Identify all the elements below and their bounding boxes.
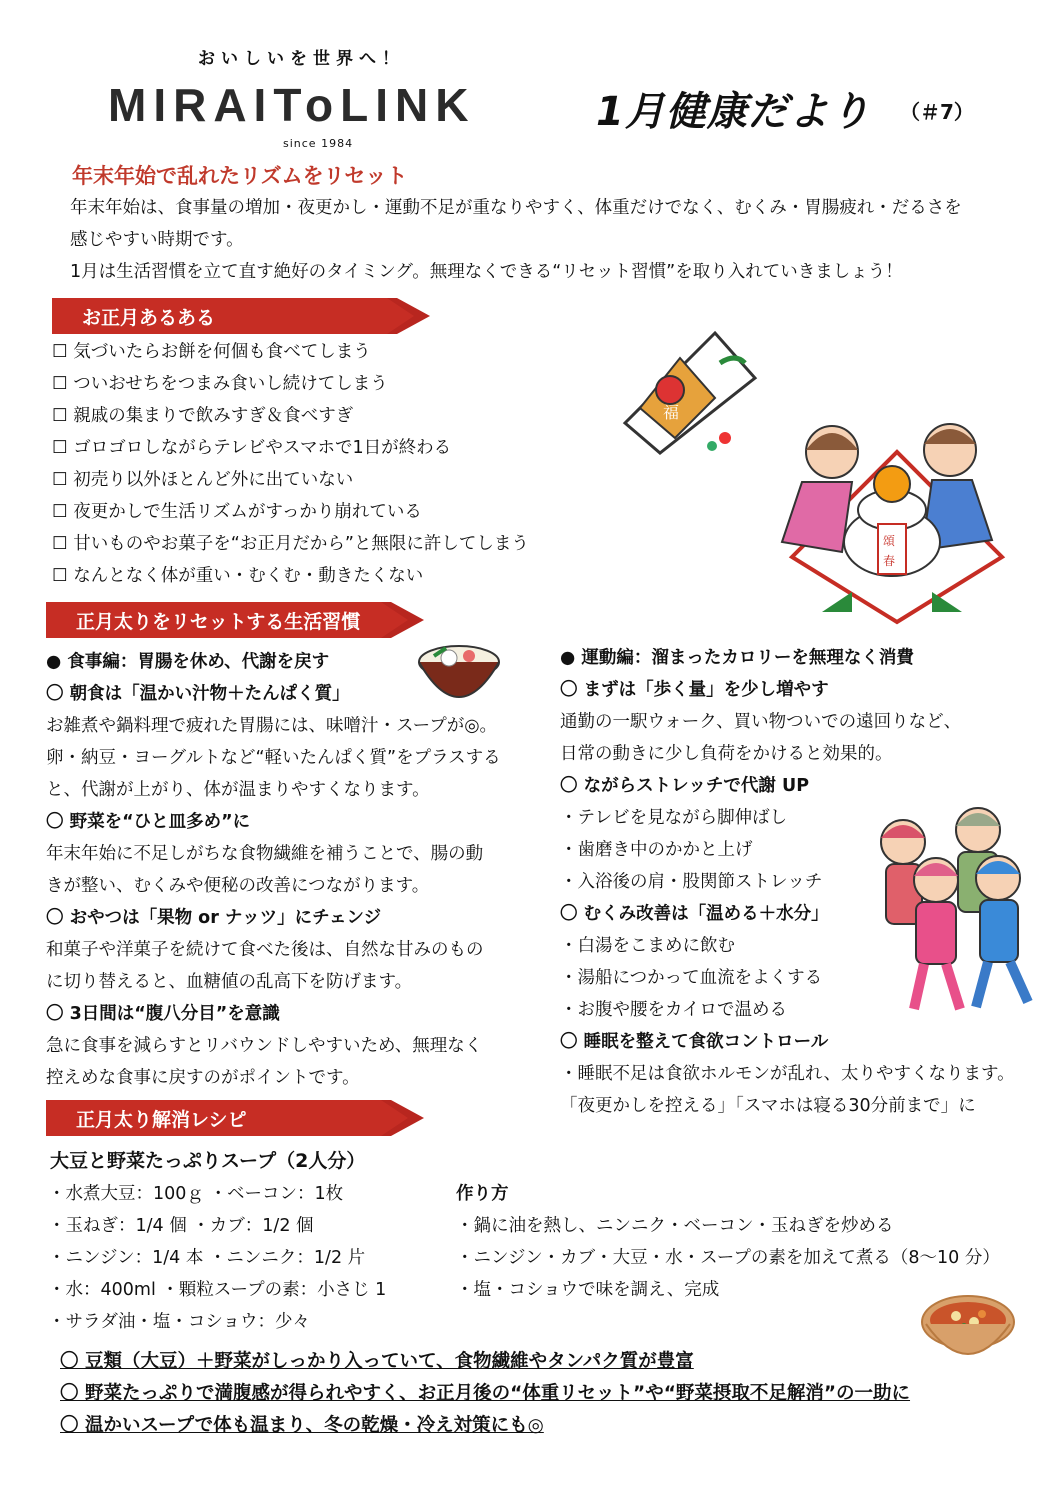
exercise-heading: ● 運動編：溜まったカロリーを無理なく消費 bbox=[560, 648, 914, 668]
exercise-subheading: 〇 むくみ改善は「温める＋水分」 bbox=[560, 904, 829, 924]
diet-column bbox=[46, 646, 501, 1094]
diet-text: 年末年始に不足しがちな食物繊維を補うことで、腸の動 bbox=[46, 844, 484, 864]
intro-heading: 年末年始で乱れたリズムをリセット bbox=[72, 164, 408, 188]
since-text: since 1984 bbox=[283, 137, 354, 150]
steps-title: 作り方 bbox=[456, 1184, 509, 1204]
checklist-item: ☐ 初売り以外ほとんど外に出ていない bbox=[52, 470, 354, 490]
diet-text: きが整い、むくみや便秘の改善につながります。 bbox=[46, 876, 430, 896]
exercise-text: ・白湯をこまめに飲む bbox=[560, 936, 735, 956]
ingredient-line: ・玉ねぎ：1/4 個 ・カブ：1/2 個 bbox=[48, 1216, 314, 1236]
checklist-item: ☐ 夜更かしで生活リズムがすっかり崩れている bbox=[52, 502, 422, 522]
mochi-label-1: 頌 bbox=[883, 534, 896, 548]
benefit-line: 〇 野菜たっぷりで満腹感が得られやすく、お正月後の“体重リセット”や“野菜摂取不足解消”の一助に bbox=[60, 1383, 911, 1404]
recipe-title: 大豆と野菜たっぷりスープ（2人分） bbox=[50, 1150, 366, 1172]
step-line: ・鍋に油を熱し、ニンニク・ベーコン・玉ねぎを炒める bbox=[456, 1216, 894, 1236]
diet-subheading: 〇 朝食は「温かい汁物＋たんぱく質」 bbox=[46, 684, 350, 704]
step-line: ・塩・コショウで味を調え、完成 bbox=[456, 1280, 720, 1300]
checklist-item: ☐ 甘いものやお菓子を“お正月だから”と無限に許してしまう bbox=[52, 534, 529, 554]
section-banner-aruaru bbox=[52, 298, 432, 334]
benefit-line: 〇 豆類（大豆）＋野菜がしっかり入っていて、食物繊維やタンパク質が豊富 bbox=[60, 1351, 694, 1372]
section-title: 正月太りをリセットする生活習慣 bbox=[76, 611, 361, 633]
tagline: おいしいを世界へ！ bbox=[198, 49, 405, 69]
step-line: ・ニンジン・カブ・大豆・水・スープの素を加えて煮る（8～10 分） bbox=[456, 1248, 1000, 1268]
mochi-label-2: 春 bbox=[883, 554, 896, 568]
section-title: お正月あるある bbox=[82, 307, 216, 329]
walking-people-illustration bbox=[858, 800, 1038, 1018]
intro-line: 年末年始は、食事量の増加・夜更かし・運動不足が重なりやすく、体重だけでなく、むくみ・胃腸疲れ・だるさを bbox=[70, 198, 962, 218]
diet-text: と、代謝が上がり、体が温まりやすくなります。 bbox=[46, 780, 430, 800]
benefit-line: 〇 温かいスープで体も温まり、冬の乾燥・冷え対策にも◎ bbox=[60, 1415, 544, 1436]
diet-heading: ● 食事編：胃腸を休め、代謝を戻す bbox=[46, 652, 330, 672]
exercise-text: ・入浴後の肩・股関節ストレッチ bbox=[560, 872, 823, 892]
exercise-text: 日常の動きに少し負荷をかけると効果的。 bbox=[560, 744, 893, 764]
intro-line: 感じやすい時期です。 bbox=[70, 230, 244, 250]
kite-character: 福 bbox=[663, 403, 680, 422]
exercise-text: ・テレビを見ながら脚伸ばし bbox=[560, 808, 788, 828]
diet-text: お雑煮や鍋料理で疲れた胃腸には、味噌汁・スープが◎。 bbox=[46, 716, 498, 736]
section-banner-recipe bbox=[46, 1100, 426, 1136]
ingredient-line: ・ニンジン：1/4 本 ・ニンニク：1/2 片 bbox=[48, 1248, 366, 1268]
diet-text: 和菓子や洋菓子を続けて食べた後は、自然な甘みのもの bbox=[46, 940, 484, 960]
diet-subheading: 〇 野菜を“ひと皿多め”に bbox=[46, 812, 251, 832]
diet-text: 卵・納豆・ヨーグルトなど“軽いたんぱく質”をプラスする bbox=[46, 748, 501, 768]
intro-line: 1月は生活習慣を立て直す絶好のタイミング。無理なくできる“リセット習慣”を取り入れていきましょう！ bbox=[70, 262, 903, 282]
diet-text: 控えめな食事に戻すのがポイントです。 bbox=[46, 1068, 360, 1088]
page-title: 1月健康だより bbox=[596, 89, 871, 135]
exercise-text: ・歯磨き中のかかと上げ bbox=[560, 840, 753, 860]
kite-illustration bbox=[620, 328, 760, 458]
issue-number: （＃7） bbox=[900, 100, 974, 124]
diet-text: 急に食事を減らすとリバウンドしやすいため、無理なく bbox=[46, 1036, 483, 1056]
checklist-item: ☐ 気づいたらお餅を何個も食べてしまう bbox=[52, 342, 371, 362]
checklist-item: ☐ 親戚の集まりで飲みすぎ＆食べすぎ bbox=[52, 406, 354, 426]
diet-text: に切り替えると、血糖値の乱高下を防げます。 bbox=[46, 972, 413, 992]
exercise-text: ・お腹や腰をカイロで温める bbox=[560, 1000, 787, 1020]
exercise-text: ・湯船につかって血流をよくする bbox=[560, 968, 823, 988]
exercise-text: 「夜更かしを控える」「スマホは寝る30分前まで」に bbox=[560, 1096, 976, 1116]
checklist-item: ☐ なんとなく体が重い・むくむ・動きたくない bbox=[52, 566, 424, 586]
benefits-list bbox=[60, 1346, 910, 1442]
section-banner-habits bbox=[46, 602, 426, 638]
exercise-text: 通勤の一駅ウォーク、買い物ついでの遠回りなど、 bbox=[560, 712, 962, 732]
diet-subheading: 〇 おやつは「果物 or ナッツ」にチェンジ bbox=[46, 908, 382, 928]
ingredient-line: ・サラダ油・塩・コショウ：少々 bbox=[48, 1312, 310, 1332]
exercise-subheading: 〇 睡眠を整えて食欲コントロール bbox=[560, 1032, 829, 1052]
ingredients-list bbox=[48, 1178, 386, 1338]
company-logo: MIRAIToLINK bbox=[108, 79, 476, 131]
checklist bbox=[52, 336, 529, 592]
new-year-kids-illustration bbox=[772, 412, 1022, 627]
section-title: 正月太り解消レシピ bbox=[76, 1109, 247, 1131]
ingredient-line: ・水：400ml ・顆粒スープの素：小さじ 1 bbox=[48, 1280, 387, 1300]
exercise-text: ・睡眠不足は食欲ホルモンが乱れ、太りやすくなります。 bbox=[560, 1064, 1015, 1084]
checklist-item: ☐ ゴロゴロしながらテレビやスマホで1日が終わる bbox=[52, 438, 452, 458]
exercise-subheading: 〇 まずは「歩く量」を少し増やす bbox=[560, 680, 829, 700]
checklist-item: ☐ ついおせちをつまみ食いし続けてしまう bbox=[52, 374, 388, 394]
soup-bowl-illustration bbox=[918, 1284, 1018, 1374]
diet-subheading: 〇 3日間は“腹八分目”を意識 bbox=[46, 1004, 280, 1024]
ingredient-line: ・水煮大豆：100ｇ ・ベーコン：1枚 bbox=[48, 1184, 344, 1204]
exercise-subheading: 〇 ながらストレッチで代謝 UP bbox=[560, 776, 810, 796]
